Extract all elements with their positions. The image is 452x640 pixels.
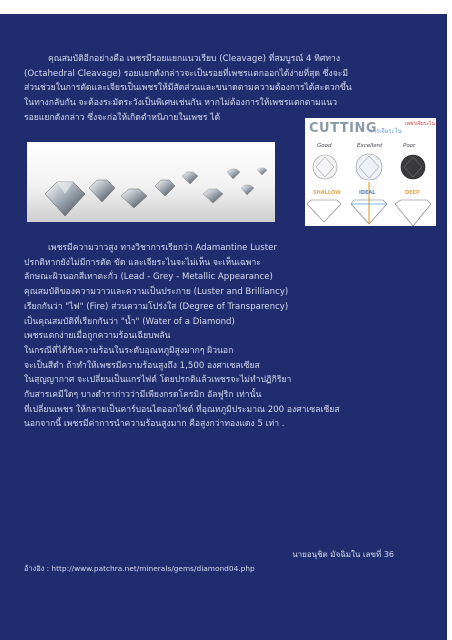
- diamond-medium: [89, 180, 115, 202]
- label-good: Good: [317, 143, 332, 149]
- diamond-top-view: [401, 155, 425, 179]
- page-top-margin: [0, 0, 452, 14]
- text-line: ส่วนช่วยในการตัดและเจียรเป็นเพชรให้มีสัดส่วนและขนาดตามความต้องการได้สะดวกขึ้น: [24, 83, 352, 94]
- diamond-top-view: [356, 154, 382, 180]
- text-line: ในทางกลับกัน จะต้องระมัดระวังเป็นพิเศษเช่นกัน หากไม่ต้องการให้เพชรแตกตามแนว: [24, 98, 338, 109]
- cutting-subtitle: การเจียระไน: [369, 128, 402, 135]
- diamond-top-view: [313, 155, 337, 179]
- label-poor: Poor: [403, 143, 416, 149]
- reference-link[interactable]: อ้างอิง : http://www.patchra.net/minerals/gems/diamond04.php: [24, 564, 255, 573]
- diamond-tiny: [257, 168, 267, 175]
- text-line: เพชรมีความวาวสูง ทางวิชาการเรียกว่า Adamantine Luster: [48, 243, 277, 253]
- text-line: เรียกกันว่า "ไฟ" (Fire) ส่วนความโปร่งใส (Degree of Transparency): [24, 301, 289, 312]
- diamonds-photo: [27, 142, 275, 222]
- text-line: กับสารเคมีใดๆ บางตำราก่าวว่ามีเพียงกรดโครมิก อัลฟูริก เท่านั้น: [24, 390, 262, 401]
- label-deep: DEEP: [405, 190, 420, 196]
- paragraph-cleavage: [24, 52, 434, 126]
- diamond-medium: [121, 189, 147, 208]
- diamonds-illustration: [27, 142, 275, 222]
- text-line: ปรกติหากยังไม่มีการตัด ขัด และเจียระไนจะไม่เห็น จะเห็นเฉพาะ: [24, 257, 261, 268]
- diamond-small: [203, 189, 223, 203]
- text-line: (Octahedral Cleavage) รอยแยกดังกล่าวจะเป็นรอยที่เพชรแตกออกได้ง่ายที่สุด ซึ่งจะมี: [24, 68, 349, 79]
- label-excellent: Excellent: [357, 143, 383, 149]
- cutting-title: CUTTING: [309, 121, 378, 136]
- text-line: ในสุญญากาศ จะเปลี่ยนเป็นแกรไฟต์ โดยปรกติแล้วเพชรจะไม่ทำปฏิกิริยา: [24, 375, 292, 386]
- page-right-margin: [447, 0, 452, 640]
- text-line: นอกจากนี้ เพชรมีค่าการนำความร้อนสูงมาก คือสูงกว่าทองแดง 5 เท่า .: [24, 419, 285, 430]
- cutting-diagram: [305, 118, 436, 226]
- cutting-tag: เพชรเจียระไน: [405, 121, 435, 127]
- text-line: เพชรแตกง่ายเมื่อถูกความร้อนเฉียบพลัน: [24, 331, 171, 342]
- text-line: ในกรณีที่ได้รับความร้อนในระดับอุณหภูมิสูงมากๆ ผิวนอก: [24, 345, 234, 356]
- diamond-side-view: [395, 200, 431, 226]
- text-line: ลักษณะผิวนอกสีเทาตะกั่ว (Lead - Grey - Metallic Appearance): [24, 272, 273, 283]
- diamond-tiny: [227, 169, 240, 179]
- text-line: ที่เปลี่ยนเพชร ให้กลายเป็นคาร์บอนไดออกไซด์ ที่อุณหภูมิประมาณ 200 องศาเซลเซียส: [24, 404, 340, 415]
- diamond-side-view: [307, 200, 341, 222]
- paragraph-luster: [24, 241, 434, 432]
- diamond-large: [45, 182, 85, 216]
- diamond-small: [155, 180, 175, 196]
- label-ideal: IDEAL: [359, 190, 376, 196]
- text-line: คุณสมบัติของความวาวและความเป็นประกาย (Luster and Brilliancy): [24, 287, 289, 298]
- label-shallow: SHALLOW: [313, 190, 341, 196]
- text-line: รอยแยกดังกล่าว ซึ่งจะก่อให้เกิดตำหนิภายในเพชร ได้: [24, 112, 221, 123]
- text-line: จะเป็นสีดำ ถ้าทำให้เพชรมีความร้อนสูงถึง 1,500 องศาเซลเซียส: [24, 360, 260, 371]
- diamond-small: [182, 172, 198, 184]
- text-line: เป็นคุณสมบัติที่เรียกกันว่า "น้ำ" (Water of a Diamond): [24, 316, 235, 327]
- cutting-chart-image: [305, 118, 436, 226]
- text-line: คุณสมบัติอีกอย่างคือ เพชรมีรอยแยกแนวเรียบ (Cleavage) ที่สมบูรณ์ 4 ทิศทาง: [48, 54, 341, 64]
- author-credit: นายอนุชิต มัจฉิมใน เลขที่ 36: [292, 550, 394, 559]
- diamond-tiny: [241, 185, 254, 195]
